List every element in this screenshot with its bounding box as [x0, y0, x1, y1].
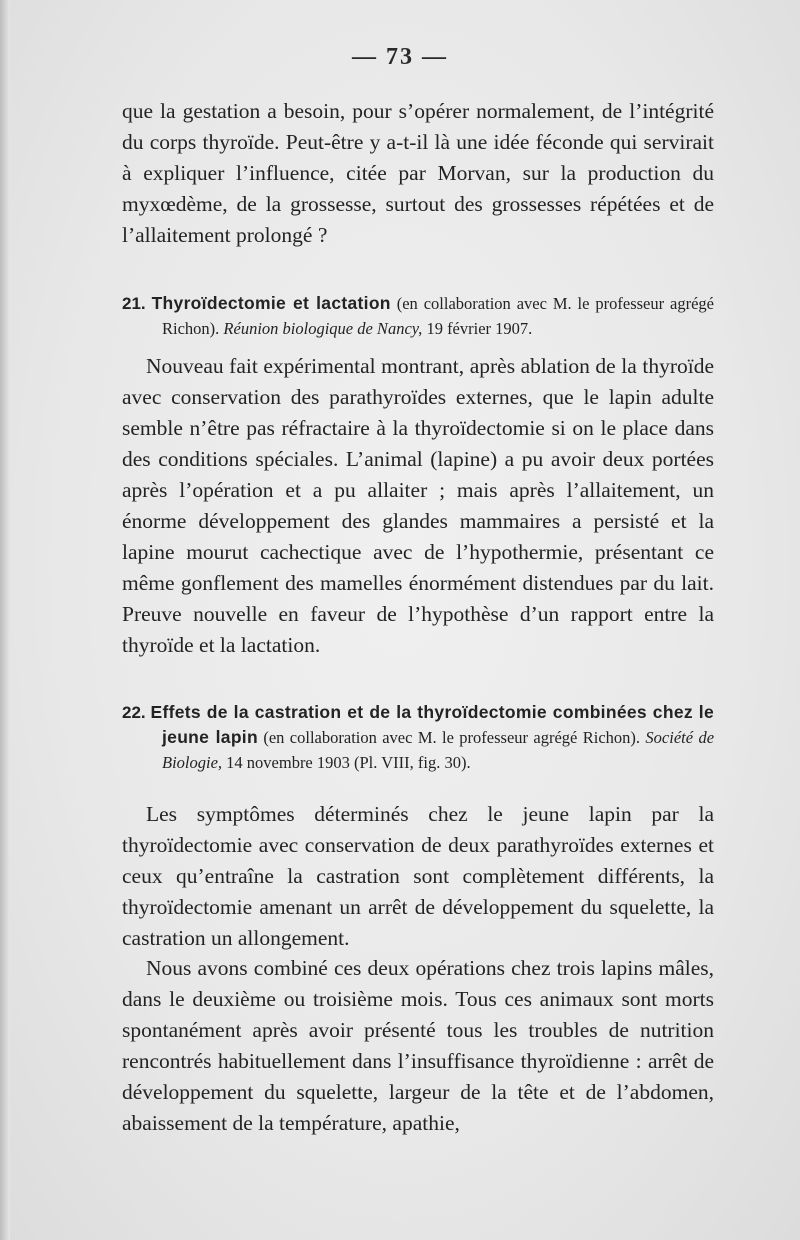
entry-22-paragraph-2: Nous avons combiné ces deux opérations chez trois lapins mâles, dans le deuxième ou troisième mois. Tous ces animaux sont morts spontanément après avoir présenté tous les troubles de nutrition rencontrés habituellement dans l’insuffisance thyroïdienne : arrêt de développement du squelette, largeur de la tête et de l’abdomen, abaissement de la température, apathie, [122, 956, 714, 1135]
page-binding-edge [0, 0, 10, 1240]
entry-22-paragraph-1: Les symptômes déterminés chez le jeune lapin par la thyroïdectomie avec conservation de deux parathyroïdes externes et ceux qu’entraîne la castration sont complètement différents, la thyroïdectomie amenant un arrêt de développement du squelette, la castration un allongement. [122, 802, 714, 950]
entry-date: 19 février 1907. [426, 319, 533, 338]
entry-22-heading [122, 700, 714, 775]
entry-title: Thyroïdectomie et lactation [151, 293, 391, 313]
entry-date: 14 novembre 1903 (Pl. VIII, fig. 30). [226, 753, 471, 772]
entry-collaboration: (en collaboration avec M. le professeur agrégé Richon). [263, 728, 641, 747]
page-number: — 73 — [352, 44, 448, 70]
entry-venue: Société de Biologie, [162, 728, 715, 772]
entry-collaboration: (en collaboration avec M. le professeur agrégé Richon). [162, 294, 714, 338]
entry-21-heading [122, 291, 714, 341]
entry-21-paragraph: Nouveau fait expérimental montrant, après ablation de la thyroïde avec conservation des parathyroïdes externes, que le lapin adulte semble n’être pas réfractaire à la thyroïdectomie si on le place dans des conditions spéciales. L’animal (lapine) a pu avoir deux portées après l’opération et a pu allaiter ; mais après l’allaitement, un énorme développement des glandes mammaires a persisté et la lapine mourut cachectique avec de l’hypothermie, présentant ce même gonflement des mamelles énormément distendues par du lait. Preuve nouvelle en faveur de l’hypothèse d’un rapport entre la thyroïde et la lactation. [122, 354, 714, 657]
intro-paragraph: que la gestation a besoin, pour s’opérer normalement, de l’intégrité du corps thyroïde. Peut-être y a-t-il là une idée féconde qui servirait à expliquer l’influence, citée par Morvan, sur la production du myxœdème, de la grossesse, surtout des grossesses répétées et de l’allaitement prolongé ? [122, 99, 714, 247]
entry-title: Effets de la castration et de la thyroïdectomie combinées chez le jeune lapin [150, 702, 714, 747]
entry-venue: Réunion biologique de Nancy, [223, 319, 423, 338]
entry-number: 22. [122, 703, 146, 722]
entry-number: 21. [122, 294, 146, 313]
